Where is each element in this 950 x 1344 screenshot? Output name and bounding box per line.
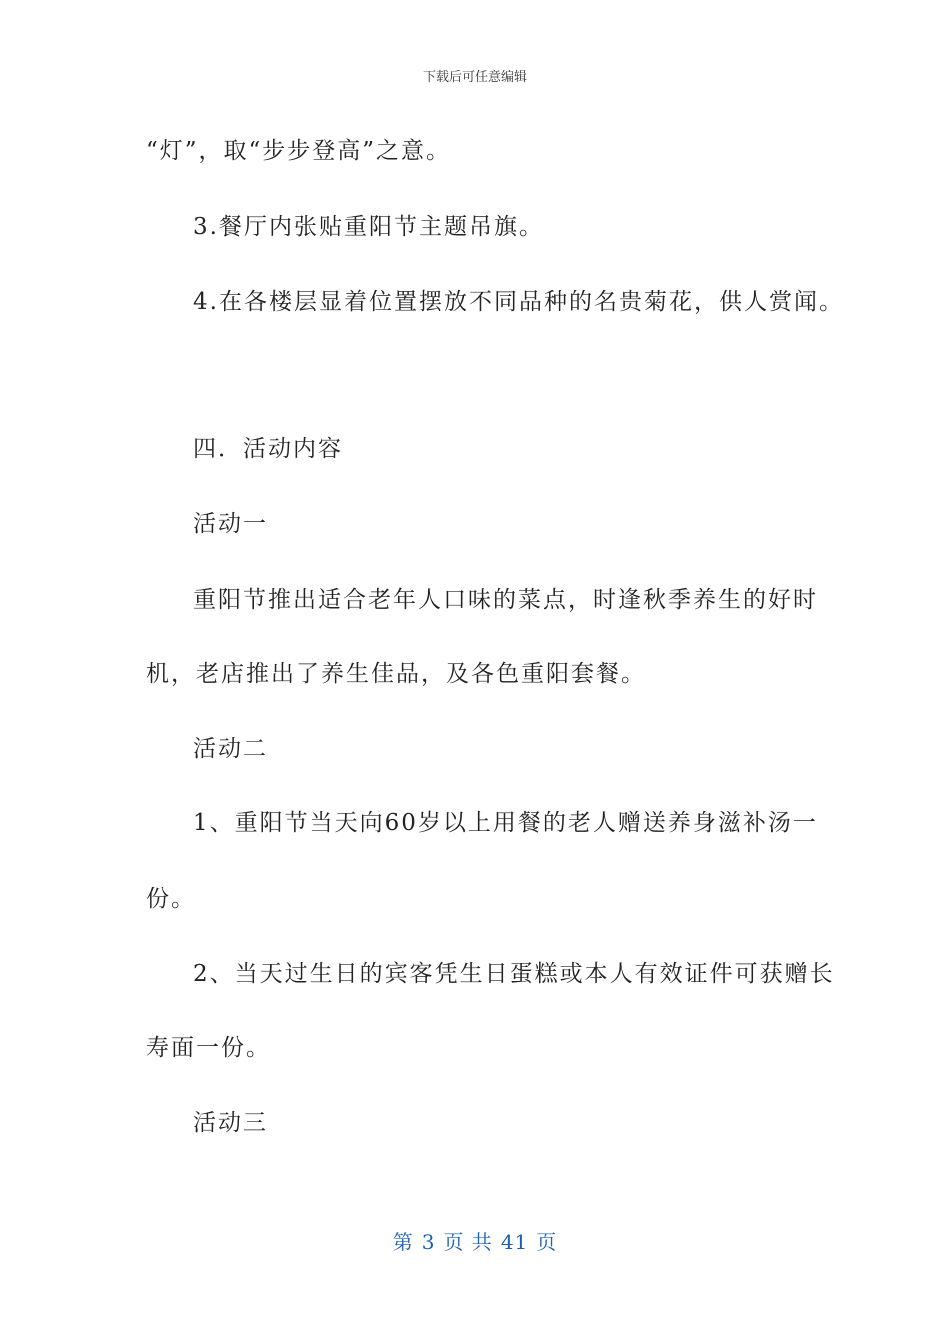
text-line: 重阳节推出适合老年人口味的菜点，时逢秋季养生的好时 [193, 587, 818, 613]
text-line: 寿面一份。 [146, 1035, 271, 1061]
section-heading: 四．活动内容 [193, 436, 343, 462]
text-line: 份。 [146, 886, 196, 912]
page-header: 下载后可任意编辑 [422, 70, 527, 85]
text-line: “灯”，取“步步登高”之意。 [146, 138, 452, 164]
text-line: 4.在各楼层显着位置摆放不同品种的名贵菊花，供人赏闻。 [193, 289, 844, 315]
text-line: 1、重阳节当天向60岁以上用餐的老人赠送养身滋补汤一 [193, 810, 818, 836]
page-footer [0, 1226, 950, 1255]
activity-heading: 活动二 [193, 736, 268, 762]
page-number: 3 [421, 1230, 436, 1254]
footer-middle: 页 共 [443, 1230, 493, 1254]
footer-prefix: 第 [392, 1230, 414, 1254]
activity-heading: 活动三 [193, 1110, 268, 1136]
activity-heading: 活动一 [193, 511, 268, 537]
footer-suffix: 页 [536, 1230, 558, 1254]
text-line: 机，老店推出了养生佳品，及各色重阳套餐。 [146, 661, 646, 687]
text-line: 3.餐厅内张贴重阳节主题吊旗。 [193, 214, 544, 240]
text-line: 2、当天过生日的宾客凭生日蛋糕或本人有效证件可获赠长 [193, 961, 835, 987]
page-total: 41 [500, 1230, 529, 1254]
